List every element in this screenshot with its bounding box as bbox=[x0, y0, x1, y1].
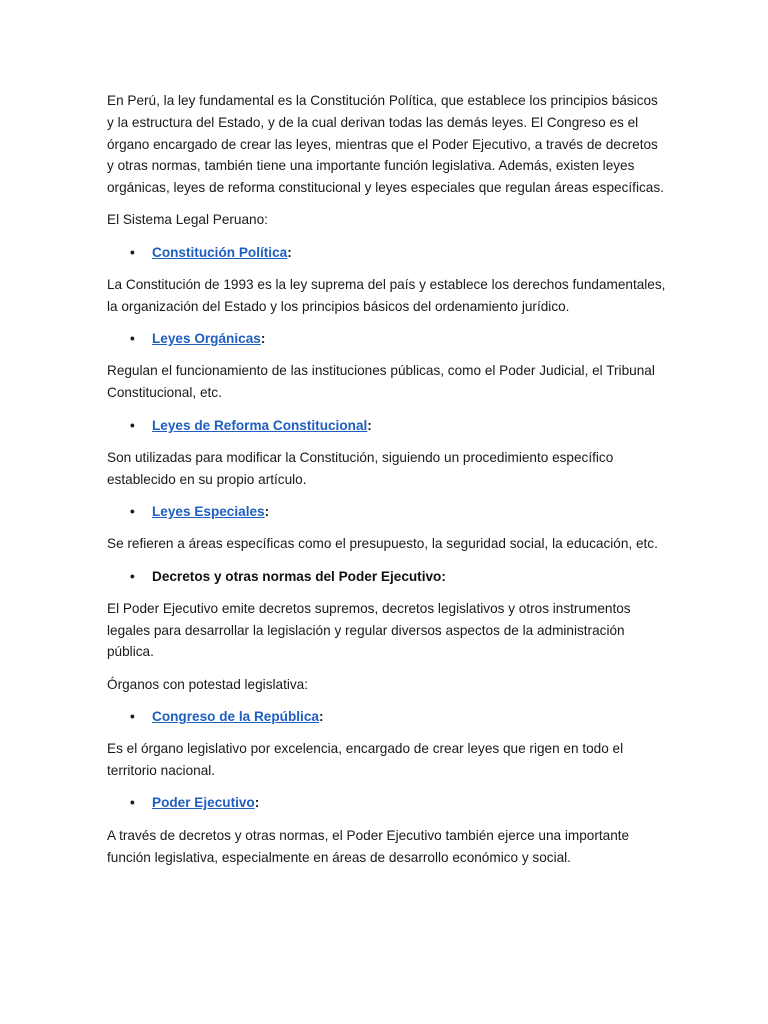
desc-congreso: Es el órgano legislativo por excelencia, encargado de crear leyes que rigen en todo el territorio nacional. bbox=[107, 741, 624, 779]
bullet-icon: • bbox=[130, 795, 135, 811]
heading-decretos: Decretos y otras normas del Poder Ejecutivo: bbox=[152, 568, 446, 584]
link-congreso-republica[interactable]: Congreso de la República bbox=[152, 709, 319, 725]
item-suffix: : bbox=[264, 503, 270, 519]
bullet-icon: • bbox=[130, 568, 135, 584]
list-item-leyes-especiales bbox=[107, 501, 668, 523]
section-heading-organos: Órganos con potestad legislativa: bbox=[107, 676, 309, 692]
item-suffix: : bbox=[287, 244, 292, 260]
bullet-icon: • bbox=[130, 244, 135, 260]
item-suffix: : bbox=[318, 709, 324, 725]
desc-constitucion: La Constitución de 1993 es la ley suprema del país y establece los derechos fundamentales, la organización del Estado y los principios básicos del ordenamiento jurídico. bbox=[107, 277, 666, 314]
list-item-decretos bbox=[107, 566, 668, 588]
item-suffix: : bbox=[260, 331, 266, 347]
section-heading-sistema-legal: El Sistema Legal Peruano: bbox=[107, 212, 268, 228]
desc-leyes-especiales: Se refieren a áreas específicas como el presupuesto, la seguridad social, la educación, etc. bbox=[107, 536, 658, 552]
desc-decretos: El Poder Ejecutivo emite decretos supremos, decretos legislativos y otros instrumentos legales para desarrollar la legislación y regular diversos aspectos de la administración pública. bbox=[107, 600, 631, 660]
item-suffix: : bbox=[254, 795, 260, 811]
list-item-constitucion bbox=[107, 242, 668, 264]
list-item-leyes-organicas bbox=[107, 328, 668, 350]
desc-reforma-constitucional: Son utilizadas para modificar la Constitución, siguiendo un procedimiento específico establecido en su propio artículo. bbox=[107, 449, 614, 487]
link-leyes-especiales[interactable]: Leyes Especiales bbox=[152, 503, 265, 519]
item-suffix: : bbox=[367, 417, 372, 433]
intro-paragraph: En Perú, la ley fundamental es la Constitución Política, que establece los principios básicos y la estructura del Estado, y de la cual derivan todas las demás leyes. El Congreso es el órgano encargado de crear las leyes, mientras que el Poder Ejecutivo, a través de decretos y otras normas, también tiene una importante función legislativa. Además, existen leyes orgánicas, leyes de reforma constitucional y leyes especiales que regulan áreas específicas. bbox=[107, 93, 664, 196]
link-leyes-organicas[interactable]: Leyes Orgánicas bbox=[152, 331, 261, 347]
link-poder-ejecutivo[interactable]: Poder Ejecutivo bbox=[152, 795, 255, 811]
desc-leyes-organicas: Regulan el funcionamiento de las instituciones públicas, como el Poder Judicial, el Tribunal Constitucional, etc. bbox=[107, 363, 655, 401]
list-item-congreso bbox=[107, 706, 668, 728]
desc-poder-ejecutivo: A través de decretos y otras normas, el Poder Ejecutivo también ejerce una importante función legislativa, especialmente en áreas de desarrollo económico y social. bbox=[107, 827, 630, 865]
list-item-poder-ejecutivo bbox=[107, 792, 668, 814]
bullet-icon: • bbox=[130, 331, 135, 347]
bullet-icon: • bbox=[130, 417, 135, 433]
link-constitucion-politica[interactable]: Constitución Política bbox=[152, 244, 288, 260]
bullet-icon: • bbox=[130, 503, 135, 519]
list-item-reforma-constitucional bbox=[107, 415, 668, 437]
link-leyes-reforma-constitucional[interactable]: Leyes de Reforma Constitucional bbox=[152, 417, 368, 433]
bullet-icon: • bbox=[130, 709, 135, 725]
